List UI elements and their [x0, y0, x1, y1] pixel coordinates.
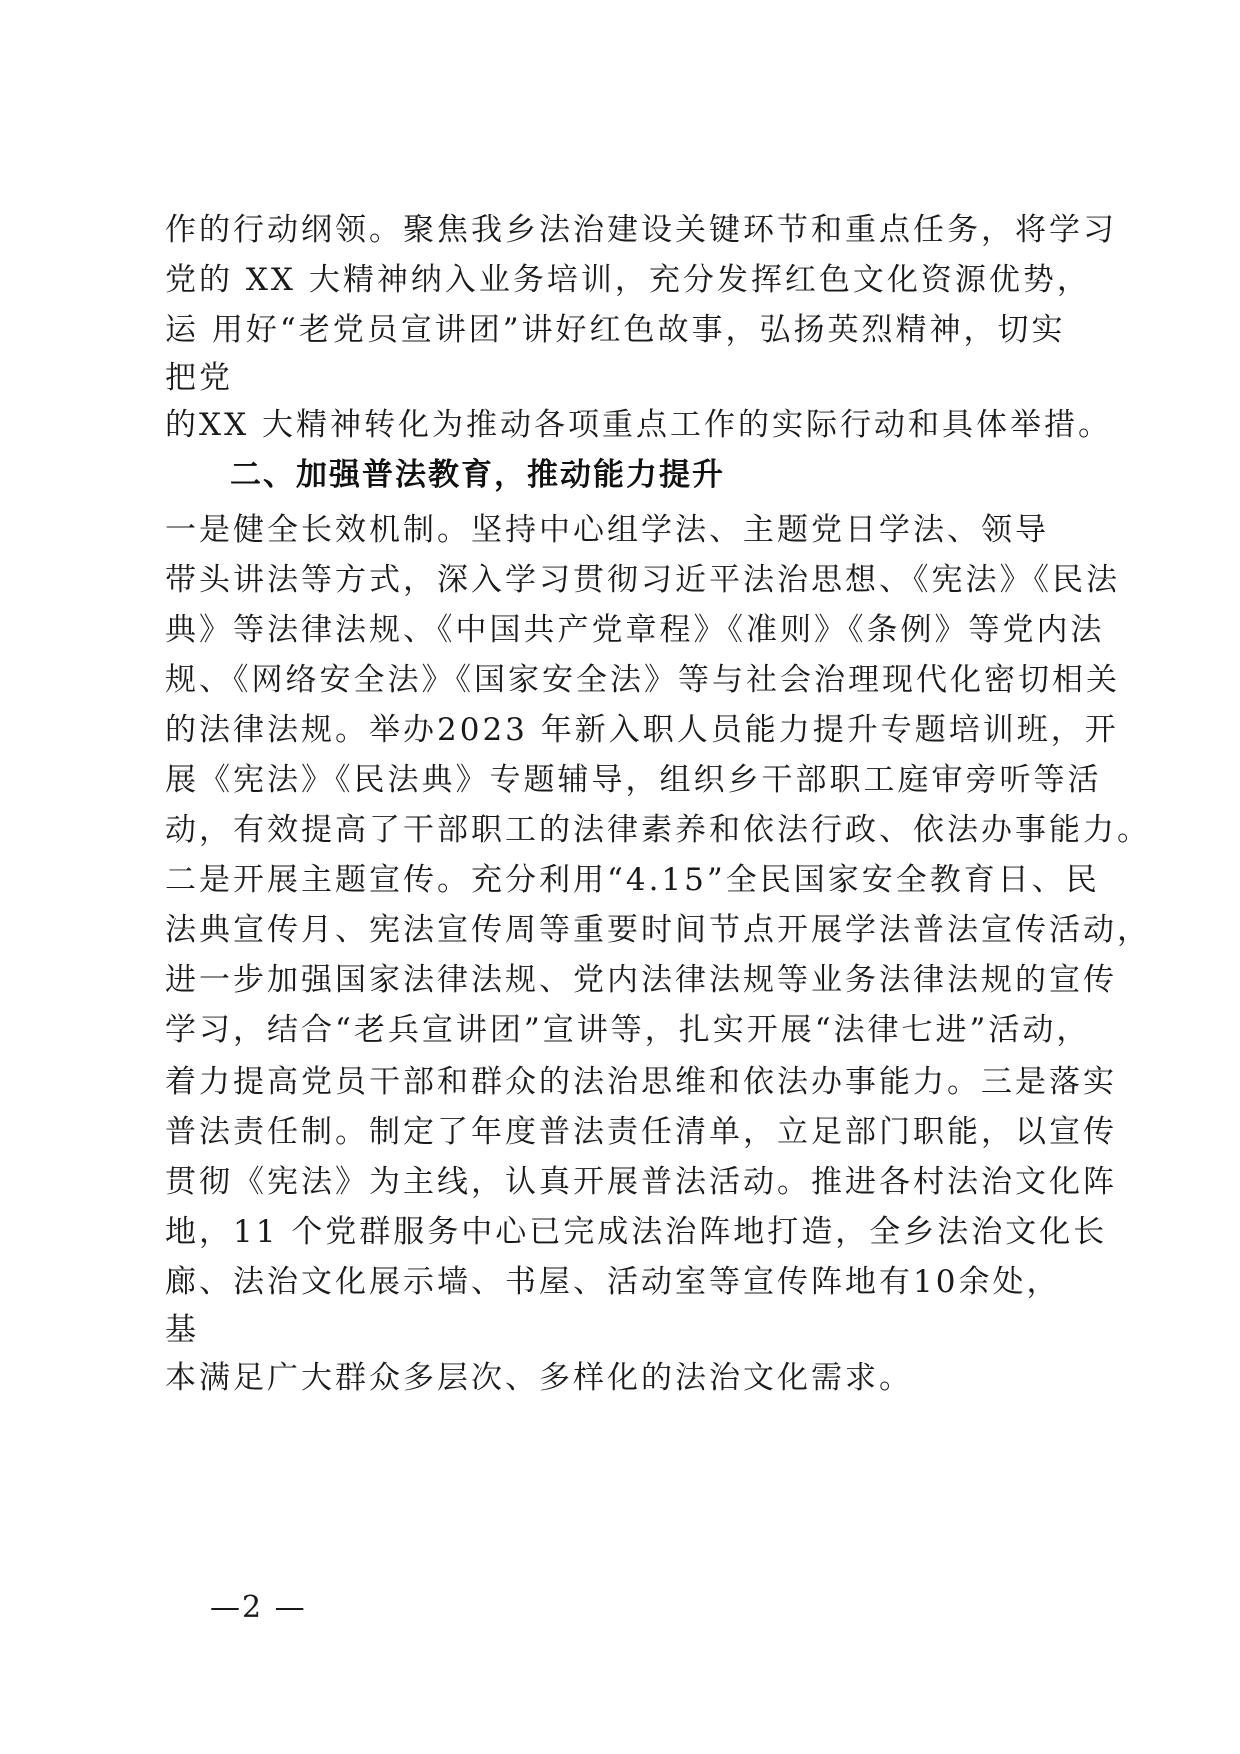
body-line: 学习，结合“老兵宣讲团”宣讲等，扎实开展“法律七进”活动， [165, 1012, 1091, 1048]
section-heading: 二、加强普法教育，推动能力提升 [230, 457, 725, 493]
body-line: 一是健全长效机制。坚持中心组学法、主题党日学法、领导 [165, 512, 1049, 548]
body-line: 把党 [165, 360, 233, 396]
body-line: 法典宣传月、宪法宣传周等重要时间节点开展学法普法宣传活动， [165, 912, 1151, 948]
body-line: 作的行动纲领。聚焦我乡法治建设关键环节和重点任务，将学习 [165, 212, 1117, 248]
body-line: 进一步加强国家法律法规、党内法律法规等业务法律法规的宣传 [165, 962, 1117, 998]
body-line: 着力提高党员干部和群众的法治思维和依法办事能力。三是落实 [165, 1064, 1117, 1100]
body-line: 运 用好“老党员宣讲团”讲好红色故事，弘扬英烈精神，切实 [165, 312, 1066, 348]
body-line: 普法责任制。制定了年度普法责任清单，立足部门职能，以宣传 [165, 1114, 1117, 1150]
body-line: 展《宪法》《民法典》专题辅导，组织乡干部职工庭审旁听等活 [165, 762, 1102, 798]
body-line: 贯彻《宪法》为主线，认真开展普法活动。推进各村法治文化阵 [165, 1164, 1117, 1200]
body-line: 二是开展主题宣传。充分利用“4.15”全民国家安全教育日、民 [165, 862, 1100, 898]
body-line: 本满足广大群众多层次、多样化的法治文化需求。 [165, 1360, 913, 1396]
body-line: 廊、法治文化展示墙、书屋、活动室等宣传阵地有10余处， [165, 1264, 1061, 1300]
body-line: 规、《网络安全法》《国家安全法》等与社会治理现代化密切相关 [165, 662, 1120, 698]
body-line: 基 [165, 1312, 199, 1348]
body-line: 动，有效提高了干部职工的法律素养和依法行政、依法办事能力。 [165, 812, 1151, 848]
body-line: 的XX 大精神转化为推动各项重点工作的实际行动和具体举措。 [165, 407, 1112, 443]
body-line: 地，11 个党群服务中心已完成法治阵地打造，全乡法治文化长 [165, 1214, 1108, 1250]
body-line: 的法律法规。举办2023 年新入职人员能力提升专题培训班，开 [165, 712, 1119, 748]
page-number: —2 — [210, 1590, 307, 1625]
body-line: 典》等法律法规、《中国共产党章程》《准则》《条例》等党内法 [165, 612, 1105, 648]
body-line: 带头讲法等方式，深入学习贯彻习近平法治思想、《宪法》《民法 [165, 562, 1120, 598]
body-line: 党的 XX 大精神纳入业务培训，充分发挥红色文化资源优势， [165, 262, 1091, 298]
